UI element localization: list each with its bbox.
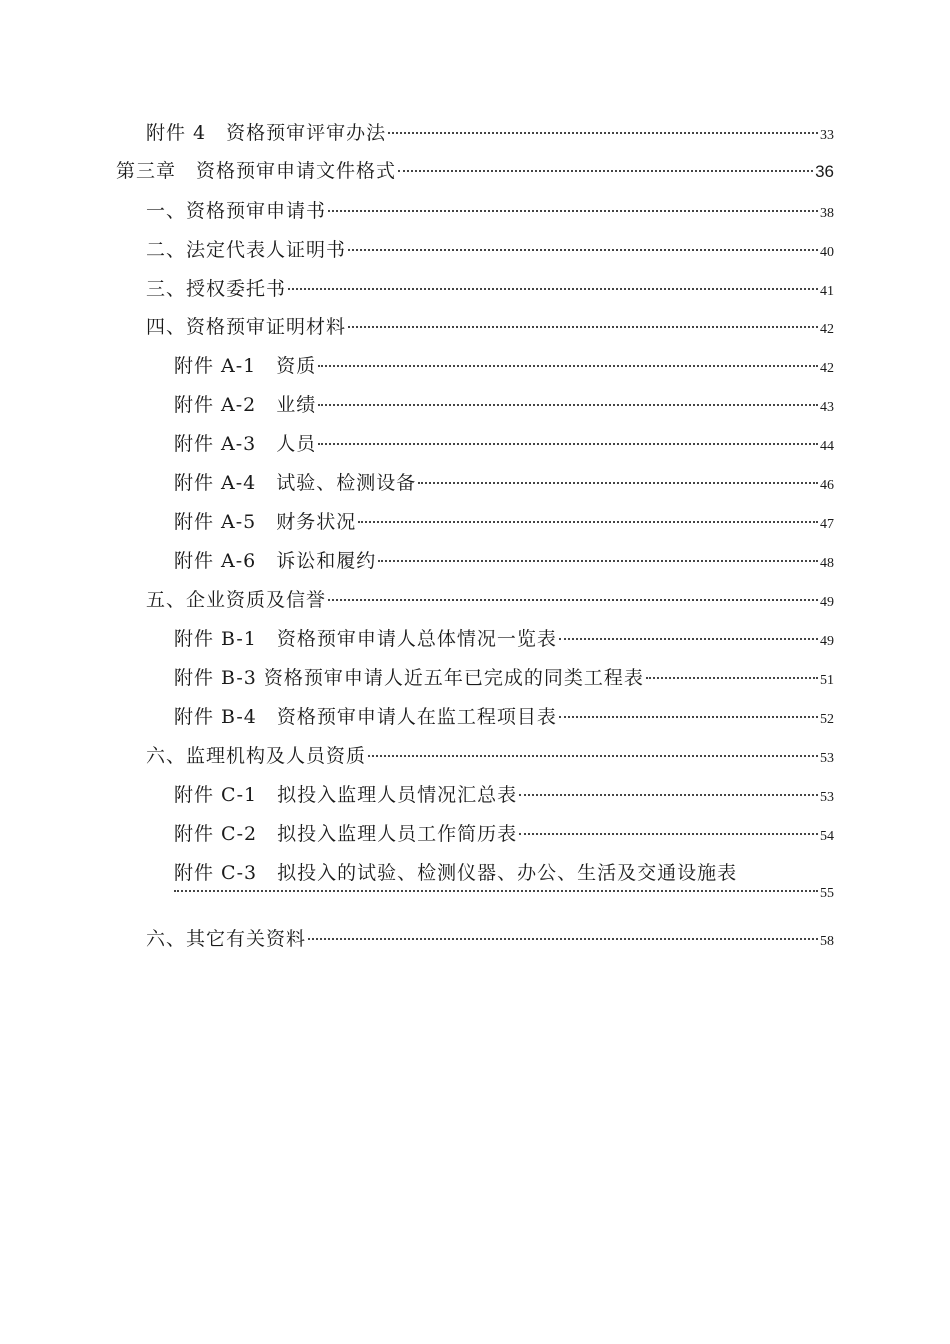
toc-leader-dots <box>378 560 818 562</box>
toc-leader-dots <box>559 638 818 640</box>
toc-entry-section-5[interactable] <box>146 585 834 611</box>
toc-entry-label: 六、监理机构及人员资质 <box>146 745 367 767</box>
toc-entry-label: 一、资格预审申请书 <box>146 200 327 222</box>
toc-leader-dots <box>318 404 818 406</box>
toc-entry-page: 36 <box>815 162 834 181</box>
toc-entry-page: 53 <box>820 751 834 766</box>
toc-leader-dots <box>348 249 818 251</box>
toc-entry-page: 52 <box>820 712 834 727</box>
toc-entry-appendix-b4[interactable] <box>174 702 834 728</box>
toc-entry-label: 附件 B-1 资格预审申请人总体情况一览表 <box>174 628 557 650</box>
toc-entry-page: 40 <box>820 245 834 260</box>
toc-entry-label: 六、其它有关资料 <box>146 928 307 950</box>
toc-entry-page: 42 <box>820 361 834 376</box>
toc-entry-appendix-a2[interactable] <box>174 390 834 416</box>
toc-leader-dots <box>288 288 818 290</box>
toc-entry-section-6-other[interactable] <box>146 924 834 950</box>
toc-entry-page: 47 <box>820 517 834 532</box>
toc-entry-label: 三、授权委托书 <box>146 278 287 300</box>
toc-entry-label: 第三章 资格预审申请文件格式 <box>116 160 397 182</box>
toc-leader-dots <box>388 132 818 134</box>
toc-entry-section-4[interactable] <box>146 312 834 338</box>
toc-entry-section-6[interactable] <box>146 741 834 767</box>
toc-entry-appendix-b1[interactable] <box>174 624 834 650</box>
toc-entry-appendix-4[interactable] <box>146 118 834 144</box>
toc-leader-dots <box>328 210 818 212</box>
toc-entry-appendix-b3[interactable] <box>174 663 834 689</box>
toc-entry-page: 48 <box>820 556 834 571</box>
toc-entry-page: 38 <box>820 206 834 221</box>
toc-entry-label: 附件 C-1 拟投入监理人员情况汇总表 <box>174 784 518 806</box>
toc-entry-page: 58 <box>820 934 834 949</box>
toc-entry-page: 49 <box>820 595 834 610</box>
toc-entry-section-2[interactable] <box>146 235 834 261</box>
toc-entry-page: 43 <box>820 400 834 415</box>
toc-leader-dots <box>559 716 818 718</box>
toc-entry-appendix-c3-continuation[interactable] <box>174 886 834 908</box>
toc-entry-page: 33 <box>820 128 834 143</box>
toc-entry-appendix-c3[interactable] <box>174 858 834 884</box>
toc-entry-page: 55 <box>820 886 834 901</box>
toc-leader-dots <box>519 794 818 796</box>
toc-entry-label: 附件 C-2 拟投入监理人员工作简历表 <box>174 823 518 845</box>
toc-entry-appendix-a3[interactable] <box>174 429 834 455</box>
toc-entry-appendix-c1[interactable] <box>174 780 834 806</box>
toc-entry-page: 42 <box>820 322 834 337</box>
toc-entry-section-3[interactable] <box>146 274 834 300</box>
toc-leader-dots <box>358 521 818 523</box>
toc-entry-label: 附件 B-3 资格预审申请人近五年已完成的同类工程表 <box>174 667 644 689</box>
toc-entry-label: 附件 A-2 业绩 <box>174 394 317 416</box>
toc-entry-page: 54 <box>820 829 834 844</box>
toc-entry-label: 附件 A-3 人员 <box>174 433 317 455</box>
toc-entry-page: 49 <box>820 634 834 649</box>
toc-entry-label: 附件 C-3 拟投入的试验、检测仪器、办公、生活及交通设施表 <box>174 862 738 884</box>
toc-leader-dots <box>418 482 818 484</box>
toc-entry-label: 附件 A-6 诉讼和履约 <box>174 550 377 572</box>
toc-leader-dots <box>308 938 818 940</box>
toc-entry-appendix-a6[interactable] <box>174 546 834 572</box>
toc-leader-dots <box>348 326 818 328</box>
toc-entry-label: 五、企业资质及信誉 <box>146 589 327 611</box>
toc-entry-label: 附件 A-4 试验、检测设备 <box>174 472 417 494</box>
toc-entry-page: 53 <box>820 790 834 805</box>
toc-entry-label: 附件 4 资格预审评审办法 <box>146 122 387 144</box>
toc-entry-appendix-a1[interactable] <box>174 351 834 377</box>
toc-leader-dots <box>174 890 818 892</box>
toc-leader-dots <box>328 599 818 601</box>
toc-leader-dots <box>646 677 818 679</box>
toc-entry-label: 二、法定代表人证明书 <box>146 239 347 261</box>
toc-entry-page: 41 <box>820 284 834 299</box>
toc-entry-page: 46 <box>820 478 834 493</box>
toc-leader-dots <box>519 833 818 835</box>
toc-leader-dots <box>368 755 818 757</box>
toc-entry-label: 附件 A-5 财务状况 <box>174 511 357 533</box>
toc-entry-chapter-3[interactable] <box>116 156 834 182</box>
toc-entry-section-1[interactable] <box>146 196 834 222</box>
toc-entry-appendix-a4[interactable] <box>174 468 834 494</box>
toc-leader-dots <box>398 170 813 172</box>
toc-entry-page: 51 <box>820 673 834 688</box>
toc-entry-page: 44 <box>820 439 834 454</box>
toc-entry-label: 附件 A-1 资质 <box>174 355 317 377</box>
toc-entry-appendix-c2[interactable] <box>174 819 834 845</box>
toc-leader-dots <box>318 365 818 367</box>
toc-entry-appendix-a5[interactable] <box>174 507 834 533</box>
toc-entry-label: 四、资格预审证明材料 <box>146 316 347 338</box>
toc-leader-dots <box>318 443 818 445</box>
toc-entry-label: 附件 B-4 资格预审申请人在监工程项目表 <box>174 706 557 728</box>
